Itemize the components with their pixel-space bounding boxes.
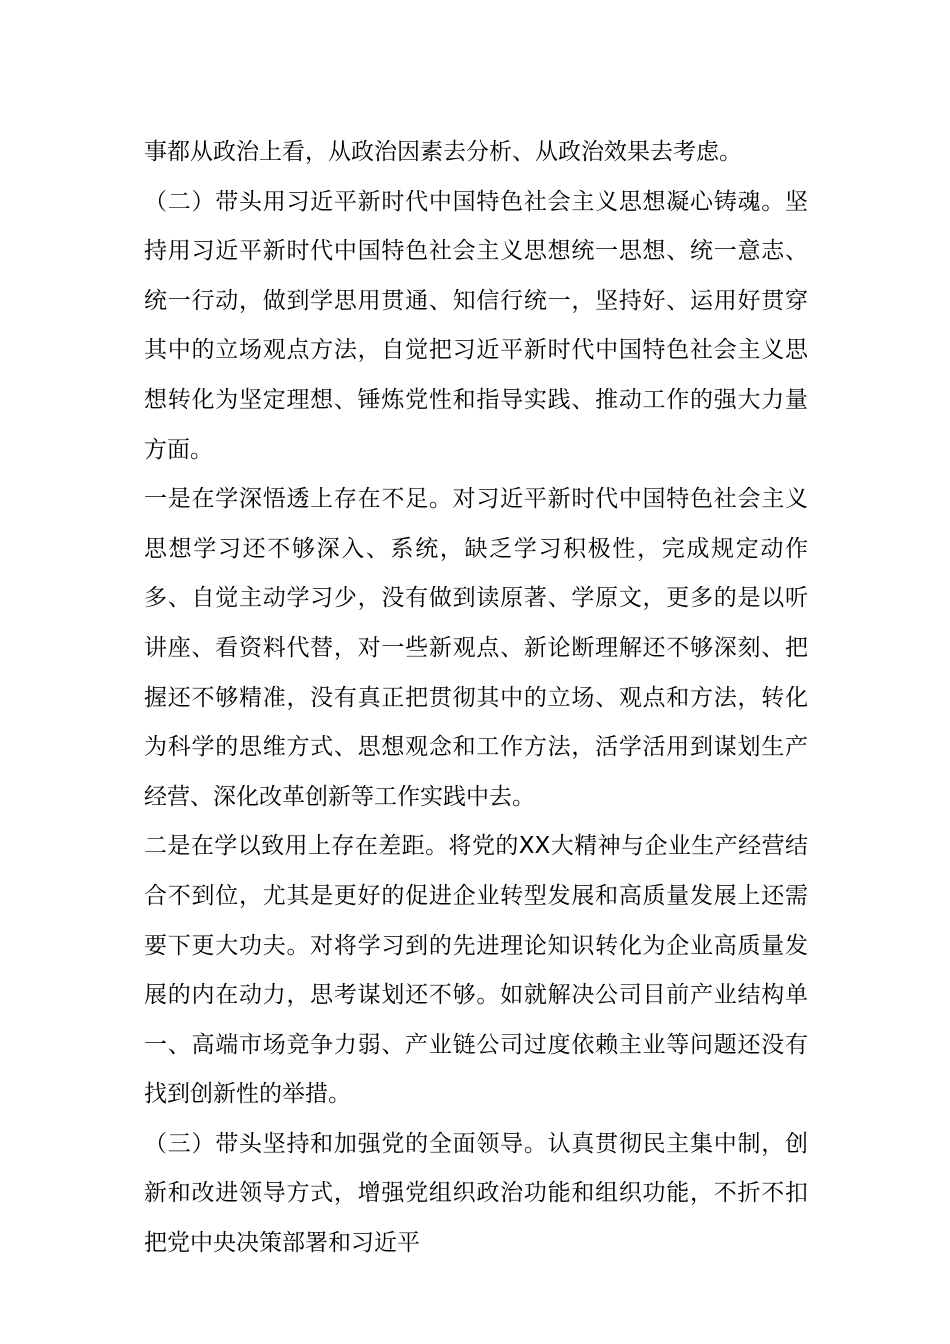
paragraph-section-three: （三）带头坚持和加强党的全面领导。认真贯彻民主集中制，创新和改进领导方式，增强党组织政治功能和组织功能，不折不扣把党中央决策部署和习近平 xyxy=(144,1130,808,1257)
paragraph-point-one: 一是在学深悟透上存在不足。对习近平新时代中国特色社会主义思想学习还不够深入、系统，缺乏学习积极性，完成规定动作多、自觉主动学习少，没有做到读原著、学原文，更多的是以听讲座、看资料代替，对一些新观点、新论断理解还不够深刻、把握还不够精准，没有真正把贯彻其中的立场、观点和方法，转化为科学的思维方式、思想观念和工作方法，活学活用到谋划生产经营、深化改革创新等工作实践中去。 xyxy=(144,486,808,810)
paragraph-continuation: 事都从政治上看，从政治因素去分析、从政治效果去考虑。 xyxy=(144,139,742,165)
paragraph-section-two: （二）带头用习近平新时代中国特色社会主义思想凝心铸魂。坚持用习近平新时代中国特色社会主义思想统一思想、统一意志、统一行动，做到学思用贯通、知信行统一，坚持好、运用好贯穿其中的立场观点方法，自觉把习近平新时代中国特色社会主义思想转化为坚定理想、锤炼党性和指导实践、推动工作的强大力量方面。 xyxy=(144,188,808,463)
paragraph-point-two: 二是在学以致用上存在差距。将党的XX大精神与企业生产经营结合不到位，尤其是更好的促进企业转型发展和高质量发展上还需要下更大功夫。对将学习到的先进理论知识转化为企业高质量发展的内在动力，思考谋划还不够。如就解决公司目前产业结构单一、高端市场竞争力弱、产业链公司过度依赖主业等问题还没有找到创新性的举措。 xyxy=(144,833,808,1108)
document-body xyxy=(144,128,808,1269)
